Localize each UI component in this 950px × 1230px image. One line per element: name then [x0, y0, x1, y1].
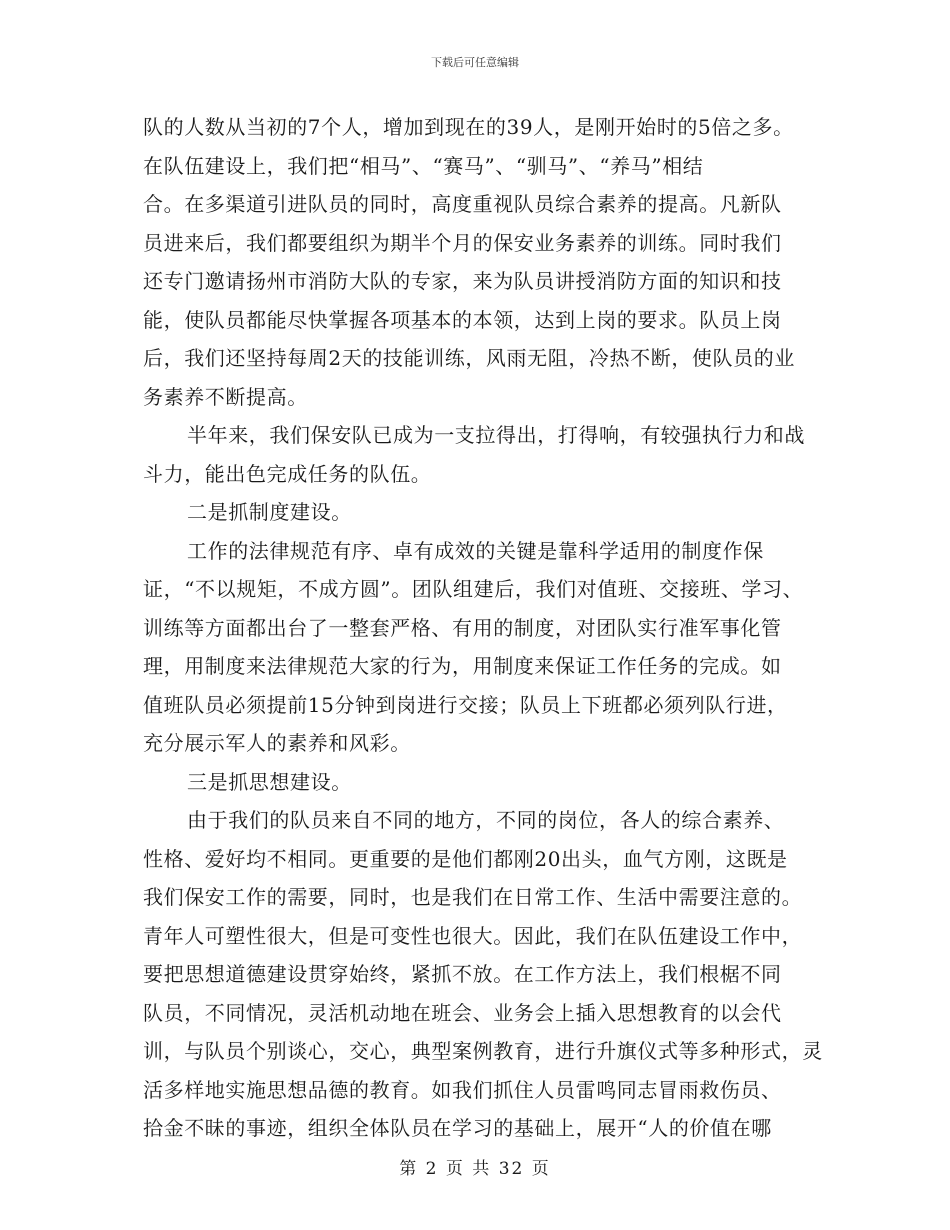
- text-line: 活多样地实施思想品德的教育。如我们抓住人员雷鸣同志冒雨救伤员、: [143, 1077, 782, 1102]
- text-line: 要把思想道德建设贯穿始终，紧抓不放。在工作方法上，我们根椐不同: [143, 962, 782, 986]
- text-line: 充分展示军人的素养和风彩。: [143, 731, 411, 755]
- text-line: 理，用制度来法律规范大家的行为，用制度来保证工作任务的完成。如: [143, 654, 782, 678]
- text-line: 值班队员必须提前15分钟到岗进行交接；队员上下班都必须列队行进，: [143, 692, 788, 717]
- paragraph-start-line: 半年来，我们保安队已成为一支拉得出，打得响，有较强执行力和战: [187, 423, 805, 447]
- text-line: 队员，不同情况，灵活机动地在班会、业务会上插入思想教育的以会代: [143, 1000, 782, 1025]
- text-line: 员进来后，我们都要组织为期半个月的保安业务素养的训练。同时我们: [143, 230, 782, 255]
- text-line: 性格、爱好均不相同。更重要的是他们都刚20出头，血气方刚，这既是: [143, 846, 788, 871]
- paragraph-start-line: 工作的法律规范有序、卓有成效的关键是靠科学适用的制度作保: [187, 538, 764, 563]
- page-header: 下载后可任意编辑: [431, 56, 519, 69]
- text-line: 队的人数从当初的7个人，增加到现在的39人，是刚开始时的5倍之多。: [143, 115, 794, 139]
- text-line: 我们保安工作的需要，同时，也是我们在日常工作、生活中需要注意的。: [143, 885, 803, 909]
- text-line: 斗力，能出色完成任务的队伍。: [143, 461, 432, 486]
- text-line: 训，与队员个别谈心，交心，典型案例教育，进行升旗仪式等多种形式，灵: [143, 1039, 823, 1063]
- text-line: 训练等方面都出台了一整套严格、有用的制度，对团队实行准军事化管: [143, 615, 782, 640]
- text-line: 务素养不断提高。: [143, 384, 308, 409]
- section-heading: 三是抓思想建设。: [187, 769, 352, 794]
- text-line: 后，我们还坚持每周2天的技能训练，风雨无阻，冷热不断，使队员的业: [143, 346, 795, 370]
- text-line: 青年人可塑性很大，但是可变性也很大。因此，我们在队伍建设工作中，: [143, 923, 803, 948]
- text-line: 在队伍建设上，我们把“相马”、“赛马”、“驯马”、“养马”相结: [143, 153, 704, 178]
- section-heading: 二是抓制度建设。: [187, 500, 352, 524]
- text-line: 合。在多渠道引进队员的同时，高度重视队员综合素养的提高。凡新队: [143, 192, 782, 216]
- page-number-footer: 第 2 页 共 32 页: [399, 1159, 551, 1179]
- document-body: [143, 108, 823, 1148]
- text-line: 还专门邀请扬州市消防大队的专家，来为队员讲授消防方面的知识和技: [143, 269, 782, 293]
- text-line: 能，使队员都能尽快掌握各项基本的本领，达到上岗的要求。队员上岗: [143, 307, 782, 332]
- paragraph-start-line: 由于我们的队员来自不同的地方，不同的岗位，各人的综合素养、: [187, 808, 785, 832]
- text-line: 拾金不昧的事迹，组织全体队员在学习的基础上，展开“人的价值在哪: [143, 1116, 772, 1140]
- text-line: 证，“不以规矩，不成方圆”。团队组建后，我们对值班、交接班、学习、: [143, 577, 804, 601]
